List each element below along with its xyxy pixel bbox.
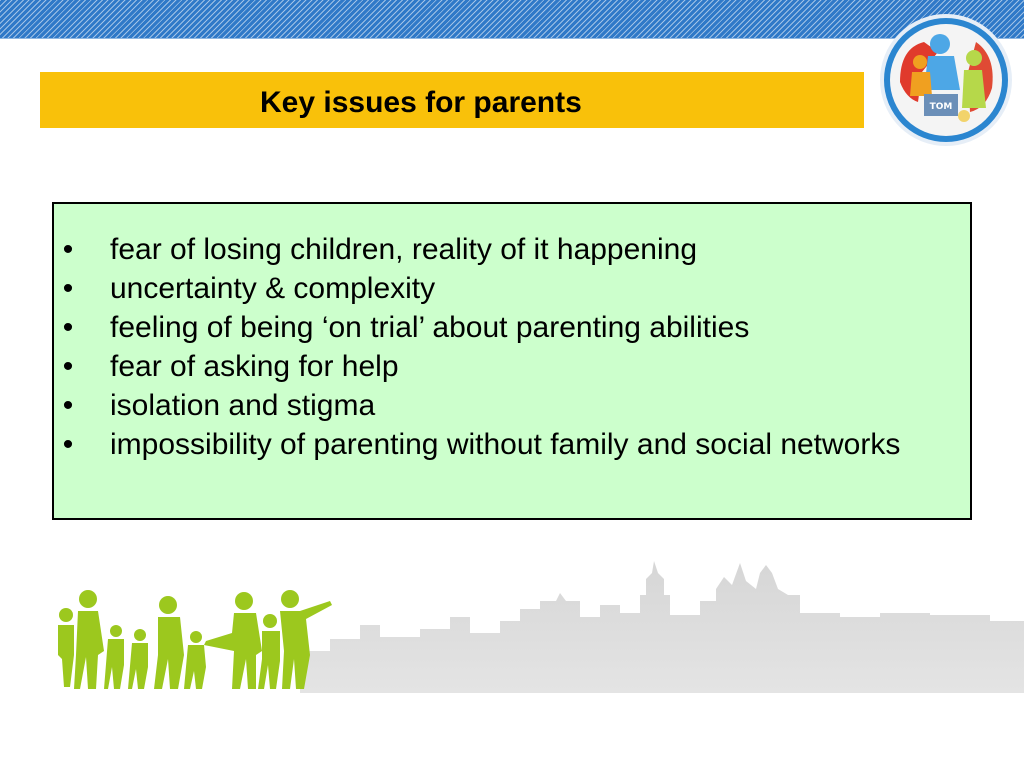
city-skyline-icon (300, 561, 1024, 693)
list-item: • feeling of being ‘on trial’ about parenting abilities (54, 308, 954, 347)
top-stripe-banner (0, 0, 1024, 39)
bullet-dot: • (62, 389, 74, 422)
list-item: • fear of asking for help (54, 347, 954, 386)
bullet-dot: • (62, 350, 74, 383)
slide-title: Key issues for parents (260, 86, 582, 119)
list-item: • fear of losing children, reality of it happening (54, 230, 954, 269)
logo-text: TOM (929, 102, 953, 112)
bullet-dot: • (62, 311, 74, 344)
family-logo-icon (878, 12, 1014, 148)
bullet-dot: • (62, 428, 74, 461)
bullet-dot: • (62, 233, 74, 266)
bullet-box (52, 202, 972, 520)
family-figures-icon (58, 590, 332, 689)
list-item: • isolation and stigma (54, 386, 954, 425)
list-item: • uncertainty & complexity (54, 269, 954, 308)
list-item: • impossibility of parenting without family and social networks (54, 425, 954, 464)
family-skyline-illustration (0, 555, 1024, 695)
bullet-dot: • (62, 272, 74, 305)
bullet-list (54, 230, 954, 464)
